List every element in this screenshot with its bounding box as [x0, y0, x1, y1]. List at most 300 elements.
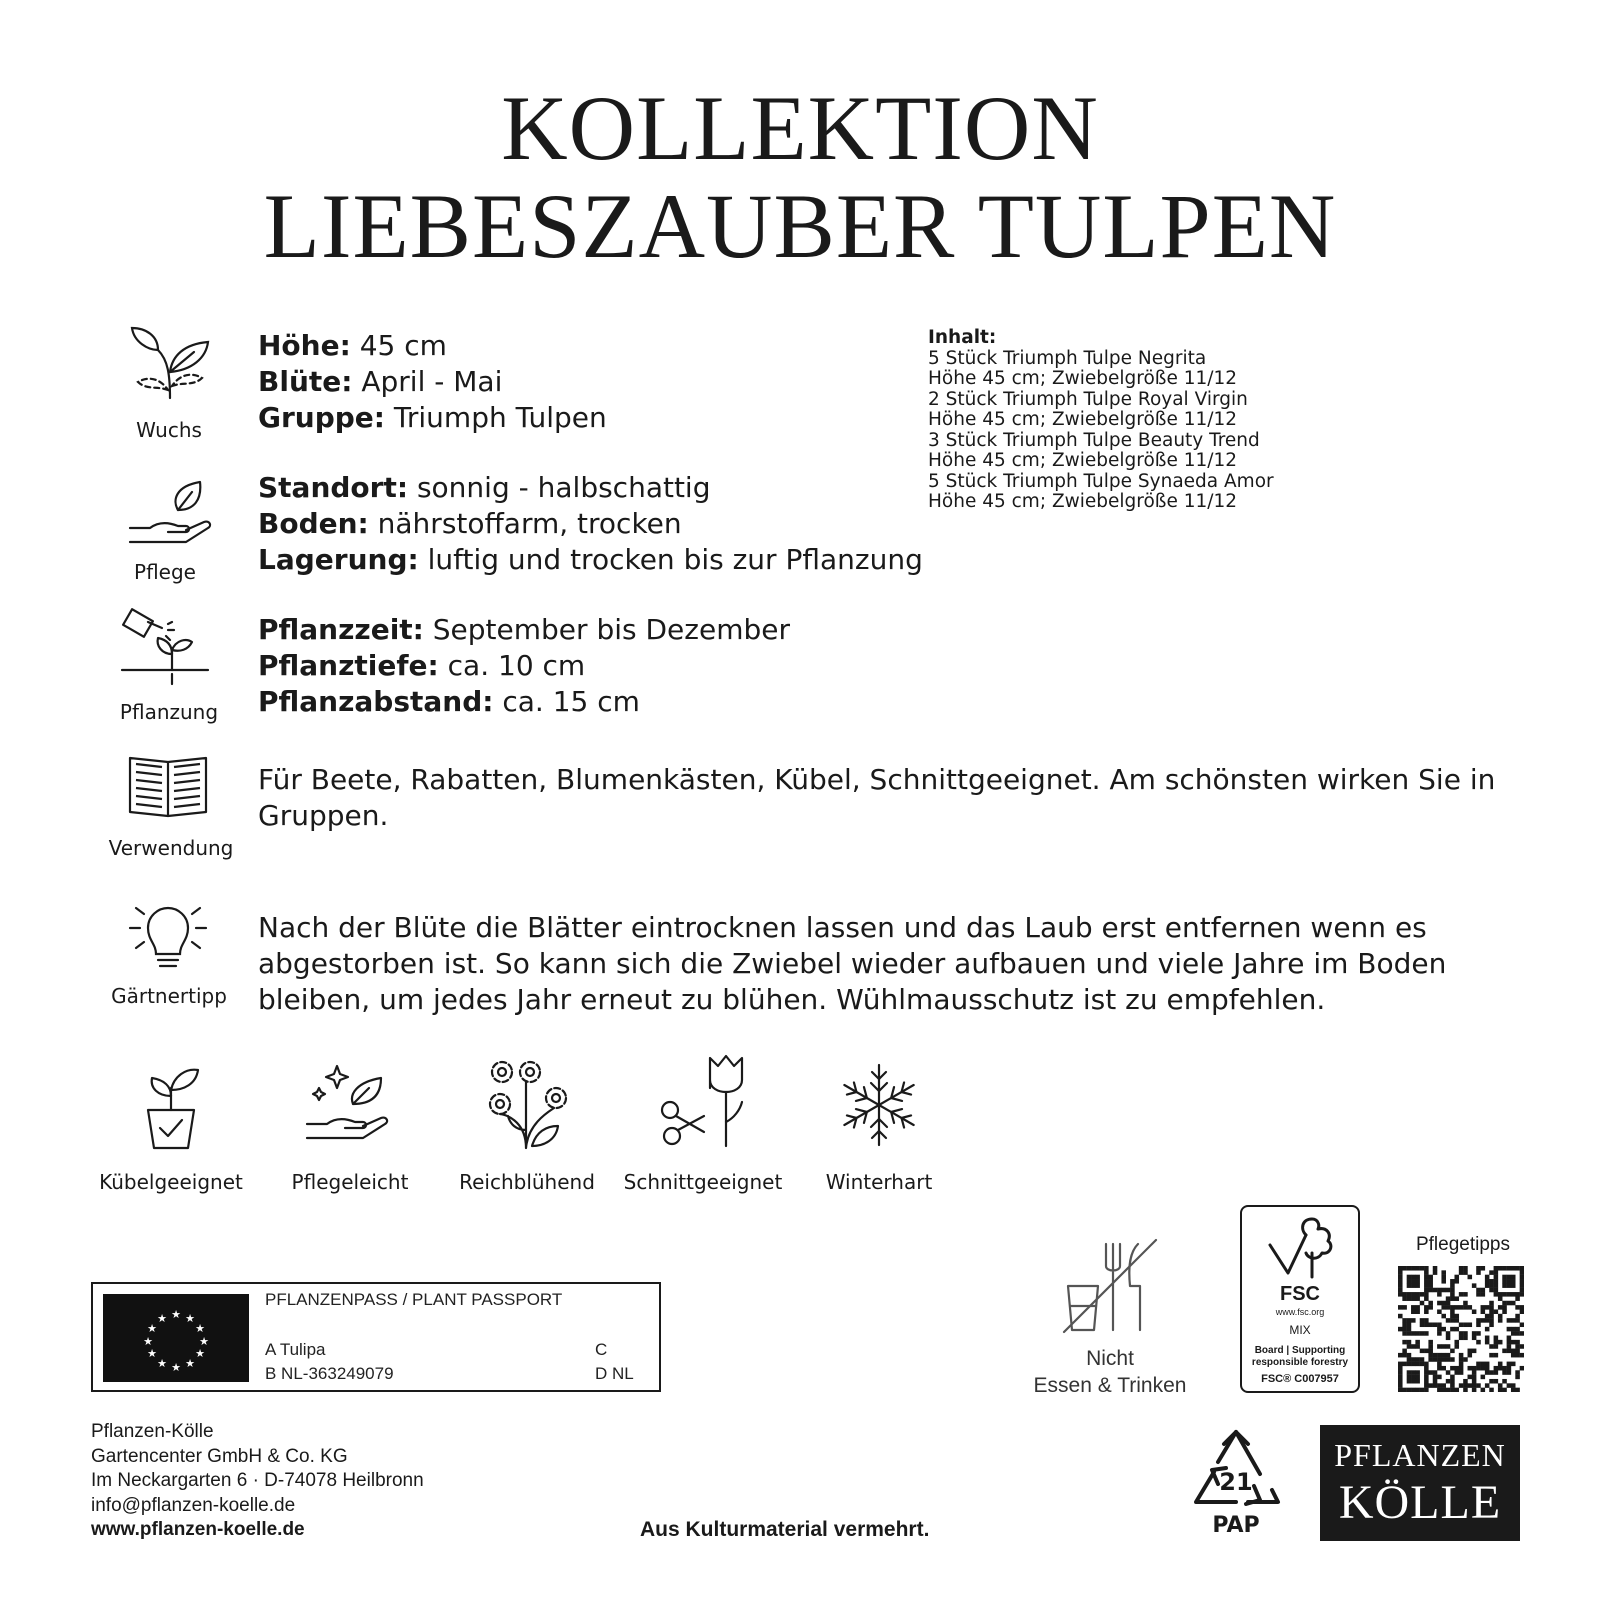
- qr-module: [1411, 1388, 1416, 1392]
- qr-module: [1511, 1275, 1516, 1280]
- svg-text:★: ★: [147, 1322, 157, 1335]
- qr-module: [1433, 1353, 1438, 1358]
- qr-module: [1515, 1388, 1520, 1392]
- qr-module: [1502, 1266, 1507, 1271]
- qr-module: [1424, 1362, 1429, 1367]
- qr-module: [1476, 1288, 1481, 1293]
- qr-module: [1476, 1383, 1481, 1388]
- qr-module: [1520, 1283, 1524, 1288]
- qr-module: [1407, 1344, 1412, 1349]
- qr-module: [1450, 1283, 1455, 1288]
- qr-module: [1515, 1331, 1520, 1336]
- qr-module: [1450, 1279, 1455, 1284]
- qr-module: [1407, 1266, 1412, 1271]
- qr-module: [1424, 1318, 1429, 1323]
- qr-module: [1489, 1370, 1494, 1375]
- qr-module: [1411, 1357, 1416, 1362]
- qr-module: [1494, 1353, 1499, 1358]
- qr-module: [1502, 1370, 1507, 1375]
- qr-module: [1407, 1375, 1412, 1380]
- qr-module: [1424, 1309, 1429, 1314]
- qr-module: [1441, 1288, 1446, 1293]
- info-row-standort: Standort: sonnig - halbschattig: [258, 471, 711, 504]
- qr-module: [1428, 1305, 1433, 1310]
- qr-module: [1507, 1344, 1512, 1349]
- qr-module: [1398, 1292, 1403, 1297]
- qr-module: [1433, 1322, 1438, 1327]
- hand-sparkle-leaf-icon: [305, 1060, 395, 1150]
- qr-module: [1420, 1301, 1425, 1306]
- qr-module: [1494, 1292, 1499, 1297]
- qr-module: [1459, 1292, 1464, 1297]
- qr-module: [1485, 1305, 1490, 1310]
- qr-module: [1468, 1305, 1473, 1310]
- qr-module: [1402, 1305, 1407, 1310]
- qr-module: [1520, 1322, 1524, 1327]
- qr-module: [1515, 1375, 1520, 1380]
- qr-module: [1411, 1331, 1416, 1336]
- qr-module: [1485, 1327, 1490, 1332]
- pflege-label: Pflege: [134, 560, 196, 584]
- qr-module: [1481, 1362, 1486, 1367]
- qr-module: [1489, 1318, 1494, 1323]
- qr-module: [1415, 1388, 1420, 1392]
- qr-module: [1507, 1318, 1512, 1323]
- qr-module: [1454, 1314, 1459, 1319]
- qr-module: [1402, 1340, 1407, 1345]
- qr-module: [1515, 1318, 1520, 1323]
- pflanzung-label: Pflanzung: [119, 700, 219, 724]
- qr-module: [1489, 1379, 1494, 1384]
- qr-module: [1450, 1309, 1455, 1314]
- qr-module: [1407, 1362, 1412, 1367]
- qr-module: [1424, 1288, 1429, 1293]
- qr-module: [1463, 1301, 1468, 1306]
- svg-text:★: ★: [195, 1322, 205, 1335]
- qr-module: [1446, 1305, 1451, 1310]
- qr-code-icon[interactable]: [1398, 1266, 1524, 1392]
- qr-module: [1463, 1322, 1468, 1327]
- qr-module: [1415, 1375, 1420, 1380]
- qr-module: [1407, 1331, 1412, 1336]
- logo-line2: KÖLLE: [1338, 1476, 1502, 1529]
- feature-label: Reichblühend: [459, 1170, 595, 1194]
- qr-module: [1424, 1292, 1429, 1297]
- svg-text:★: ★: [185, 1312, 195, 1325]
- info-row-pflanzabstand: Pflanzabstand: ca. 15 cm: [258, 685, 640, 718]
- qr-module: [1415, 1266, 1420, 1271]
- pflanzen-koelle-logo: [1320, 1425, 1520, 1541]
- qr-module: [1437, 1288, 1442, 1293]
- qr-module: [1494, 1275, 1499, 1280]
- qr-module: [1489, 1279, 1494, 1284]
- qr-module: [1507, 1283, 1512, 1288]
- qr-module: [1407, 1279, 1412, 1284]
- svg-text:★: ★: [199, 1335, 209, 1348]
- qr-module: [1446, 1331, 1451, 1336]
- qr-module: [1437, 1353, 1442, 1358]
- qr-module: [1494, 1344, 1499, 1349]
- qr-module: [1398, 1283, 1403, 1288]
- qr-module: [1502, 1305, 1507, 1310]
- qr-module: [1450, 1366, 1455, 1371]
- fsc-mix: MIX: [1289, 1323, 1311, 1337]
- qr-module: [1507, 1349, 1512, 1354]
- fsc-brand: FSC: [1280, 1283, 1320, 1305]
- qr-module: [1507, 1327, 1512, 1332]
- qr-module: [1489, 1322, 1494, 1327]
- qr-module: [1454, 1344, 1459, 1349]
- qr-module: [1411, 1283, 1416, 1288]
- light-bulb-icon: [126, 900, 210, 974]
- info-row-hoehe: Höhe: 45 cm: [258, 329, 447, 362]
- feature-label: Schnittgeeignet: [623, 1170, 783, 1194]
- qr-module: [1428, 1301, 1433, 1306]
- svg-text:★: ★: [185, 1357, 195, 1370]
- qr-module: [1398, 1327, 1403, 1332]
- qr-module: [1437, 1362, 1442, 1367]
- qr-module: [1415, 1331, 1420, 1336]
- qr-module: [1515, 1344, 1520, 1349]
- qr-module: [1411, 1375, 1416, 1380]
- qr-module: [1468, 1353, 1473, 1358]
- qr-module: [1446, 1357, 1451, 1362]
- qr-module: [1468, 1383, 1473, 1388]
- qr-module: [1468, 1375, 1473, 1380]
- qr-module: [1494, 1336, 1499, 1341]
- qr-module: [1489, 1283, 1494, 1288]
- feature-label: Kübelgeeignet: [99, 1170, 243, 1194]
- qr-module: [1420, 1322, 1425, 1327]
- info-row-bluete: Blüte: April - Mai: [258, 365, 503, 398]
- eu-flag-icon: [103, 1294, 249, 1382]
- qr-module: [1424, 1383, 1429, 1388]
- qr-module: [1415, 1279, 1420, 1284]
- qr-module: [1511, 1266, 1516, 1271]
- qr-module: [1428, 1353, 1433, 1358]
- qr-module: [1420, 1357, 1425, 1362]
- qr-module: [1407, 1379, 1412, 1384]
- qr-module: [1433, 1375, 1438, 1380]
- qr-module: [1507, 1292, 1512, 1297]
- qr-module: [1437, 1357, 1442, 1362]
- qr-module: [1472, 1366, 1477, 1371]
- qr-module: [1411, 1275, 1416, 1280]
- qr-module: [1437, 1322, 1442, 1327]
- qr-module: [1398, 1353, 1403, 1358]
- qr-module: [1515, 1327, 1520, 1332]
- not-edible-line2: Essen & Trinken: [1033, 1374, 1187, 1397]
- qr-module: [1498, 1388, 1503, 1392]
- qr-module: [1420, 1318, 1425, 1323]
- tipp-label: Gärtnertipp: [111, 984, 227, 1008]
- qr-module: [1407, 1275, 1412, 1280]
- qr-module: [1485, 1279, 1490, 1284]
- qr-module: [1481, 1292, 1486, 1297]
- qr-module: [1468, 1349, 1473, 1354]
- qr-module: [1520, 1305, 1524, 1310]
- contents-line: 5 Stück Triumph Tulpe Synaeda Amor: [928, 470, 1274, 492]
- qr-module: [1424, 1375, 1429, 1380]
- qr-module: [1459, 1305, 1464, 1310]
- qr-module: [1472, 1309, 1477, 1314]
- qr-module: [1441, 1344, 1446, 1349]
- qr-module: [1441, 1357, 1446, 1362]
- qr-module: [1494, 1270, 1499, 1275]
- qr-module: [1489, 1353, 1494, 1358]
- qr-module: [1511, 1349, 1516, 1354]
- hand-leaf-icon: [128, 478, 214, 548]
- qr-module: [1472, 1375, 1477, 1380]
- contents-line: Höhe 45 cm; Zwiebelgröße 11/12: [928, 368, 1238, 389]
- qr-module: [1415, 1296, 1420, 1301]
- qr-module: [1463, 1305, 1468, 1310]
- no-food-drink-icon: [1060, 1236, 1160, 1336]
- qr-module: [1441, 1305, 1446, 1310]
- qr-module: [1398, 1388, 1403, 1392]
- qr-module: [1450, 1388, 1455, 1392]
- qr-module: [1468, 1366, 1473, 1371]
- qr-module: [1398, 1279, 1403, 1284]
- qr-module: [1398, 1366, 1403, 1371]
- qr-module: [1433, 1266, 1438, 1271]
- qr-module: [1481, 1266, 1486, 1271]
- qr-module: [1494, 1279, 1499, 1284]
- qr-module: [1494, 1283, 1499, 1288]
- qr-module: [1441, 1270, 1446, 1275]
- qr-module: [1441, 1353, 1446, 1358]
- qr-module: [1437, 1344, 1442, 1349]
- qr-module: [1450, 1288, 1455, 1293]
- qr-module: [1511, 1283, 1516, 1288]
- qr-module: [1476, 1318, 1481, 1323]
- qr-module: [1511, 1340, 1516, 1345]
- qr-module: [1476, 1266, 1481, 1271]
- qr-module: [1463, 1357, 1468, 1362]
- qr-module: [1494, 1366, 1499, 1371]
- qr-module: [1489, 1314, 1494, 1319]
- qr-module: [1420, 1266, 1425, 1271]
- qr-module: [1476, 1292, 1481, 1297]
- flower-bouquet-icon: [482, 1060, 572, 1150]
- address-email: info@pflanzen-koelle.de: [91, 1494, 296, 1516]
- svg-text:★: ★: [143, 1335, 153, 1348]
- tipp-text: Nach der Blüte die Blätter eintrocknen lassen und das Laub erst entfernen wenn es abgestorben ist. So kann sich die Zwiebel wieder aufbauen und viele Jahre im Boden bleiben, um jedes Jahr erneut zu blühen. Wühlmausschutz ist zu empfehlen.: [258, 911, 1447, 1016]
- qr-module: [1515, 1292, 1520, 1297]
- qr-module: [1481, 1388, 1486, 1392]
- watering-can-icon: [120, 604, 220, 686]
- qr-module: [1498, 1362, 1503, 1367]
- qr-module: [1507, 1275, 1512, 1280]
- contents-line: 2 Stück Triumph Tulpe Royal Virgin: [928, 388, 1248, 410]
- qr-module: [1502, 1349, 1507, 1354]
- qr-module: [1498, 1296, 1503, 1301]
- qr-module: [1446, 1353, 1451, 1358]
- snowflake-icon: [836, 1060, 922, 1150]
- qr-module: [1454, 1279, 1459, 1284]
- qr-module: [1407, 1283, 1412, 1288]
- qr-module: [1481, 1305, 1486, 1310]
- qr-module: [1515, 1349, 1520, 1354]
- qr-module: [1498, 1314, 1503, 1319]
- qr-module: [1507, 1362, 1512, 1367]
- qr-module: [1446, 1301, 1451, 1306]
- qr-module: [1424, 1388, 1429, 1392]
- qr-module: [1437, 1388, 1442, 1392]
- qr-module: [1424, 1331, 1429, 1336]
- qr-module: [1446, 1388, 1451, 1392]
- qr-module: [1472, 1331, 1477, 1336]
- qr-module: [1407, 1322, 1412, 1327]
- qr-module: [1402, 1388, 1407, 1392]
- qr-module: [1498, 1266, 1503, 1271]
- qr-module: [1468, 1275, 1473, 1280]
- qr-module: [1407, 1353, 1412, 1358]
- qr-module: [1520, 1366, 1524, 1371]
- qr-module: [1437, 1309, 1442, 1314]
- qr-module: [1402, 1362, 1407, 1367]
- title-line-1: KOLLEKTION: [501, 77, 1099, 179]
- passport-a: A Tulipa: [265, 1340, 326, 1359]
- qr-module: [1411, 1370, 1416, 1375]
- qr-module: [1515, 1266, 1520, 1271]
- address-line: Im Neckargarten 6 · D-74078 Heilbronn: [91, 1470, 424, 1491]
- pflege-info: [258, 470, 923, 578]
- qr-module: [1454, 1305, 1459, 1310]
- qr-module: [1463, 1292, 1468, 1297]
- qr-module: [1411, 1318, 1416, 1323]
- qr-module: [1428, 1288, 1433, 1293]
- qr-module: [1415, 1379, 1420, 1384]
- pflanzung-info: [258, 612, 790, 720]
- qr-module: [1489, 1270, 1494, 1275]
- qr-module: [1502, 1388, 1507, 1392]
- qr-module: [1424, 1270, 1429, 1275]
- qr-module: [1402, 1349, 1407, 1354]
- qr-module: [1450, 1375, 1455, 1380]
- qr-module: [1450, 1357, 1455, 1362]
- qr-module: [1459, 1266, 1464, 1271]
- qr-module: [1433, 1370, 1438, 1375]
- qr-module: [1511, 1383, 1516, 1388]
- qr-module: [1463, 1270, 1468, 1275]
- info-row-pflanzzeit: Pflanzzeit: September bis Dezember: [258, 613, 790, 646]
- qr-module: [1489, 1388, 1494, 1392]
- qr-module: [1441, 1314, 1446, 1319]
- qr-module: [1441, 1366, 1446, 1371]
- qr-module: [1454, 1366, 1459, 1371]
- qr-module: [1420, 1388, 1425, 1392]
- qr-module: [1507, 1383, 1512, 1388]
- contents-line: Höhe 45 cm; Zwiebelgröße 11/12: [928, 409, 1238, 430]
- qr-module: [1511, 1331, 1516, 1336]
- info-row-gruppe: Gruppe: Triumph Tulpen: [258, 401, 607, 434]
- qr-module: [1441, 1388, 1446, 1392]
- qr-module: [1437, 1366, 1442, 1371]
- qr-module: [1437, 1301, 1442, 1306]
- contents-line: Höhe 45 cm; Zwiebelgröße 11/12: [928, 450, 1238, 471]
- qr-module: [1515, 1305, 1520, 1310]
- qr-module: [1476, 1270, 1481, 1275]
- qr-module: [1476, 1362, 1481, 1367]
- qr-module: [1437, 1292, 1442, 1297]
- qr-module: [1485, 1370, 1490, 1375]
- info-row-lagerung: Lagerung: luftig und trocken bis zur Pflanzung: [258, 543, 923, 576]
- qr-module: [1494, 1379, 1499, 1384]
- qr-module: [1398, 1288, 1403, 1293]
- qr-module: [1485, 1318, 1490, 1323]
- qr-module: [1437, 1375, 1442, 1380]
- qr-module: [1398, 1275, 1403, 1280]
- qr-module: [1441, 1279, 1446, 1284]
- qr-module: [1398, 1383, 1403, 1388]
- qr-module: [1402, 1318, 1407, 1323]
- qr-module: [1507, 1336, 1512, 1341]
- not-edible-line1: Nicht: [1086, 1347, 1134, 1370]
- qr-module: [1398, 1379, 1403, 1384]
- qr-module: [1415, 1362, 1420, 1367]
- recycle-code: PAP: [1212, 1513, 1260, 1538]
- qr-module: [1441, 1327, 1446, 1332]
- passport-b: B NL-363249079: [265, 1364, 394, 1383]
- qr-module: [1511, 1388, 1516, 1392]
- qr-module: [1402, 1296, 1407, 1301]
- qr-module: [1459, 1353, 1464, 1358]
- qr-module: [1454, 1318, 1459, 1323]
- qr-module: [1502, 1301, 1507, 1306]
- contents-line: 3 Stück Triumph Tulpe Beauty Trend: [928, 429, 1260, 451]
- passport-c: C: [595, 1340, 608, 1359]
- qr-module: [1424, 1370, 1429, 1375]
- qr-module: [1520, 1344, 1524, 1349]
- qr-module: [1507, 1279, 1512, 1284]
- qr-module: [1428, 1322, 1433, 1327]
- qr-module: [1515, 1370, 1520, 1375]
- qr-module: [1494, 1340, 1499, 1345]
- qr-module: [1498, 1292, 1503, 1297]
- qr-module: [1402, 1327, 1407, 1332]
- qr-module: [1407, 1296, 1412, 1301]
- qr-module: [1472, 1388, 1477, 1392]
- qr-module: [1398, 1370, 1403, 1375]
- potted-plant-check-icon: [136, 1060, 206, 1150]
- qr-module: [1411, 1266, 1416, 1271]
- qr-module: [1485, 1336, 1490, 1341]
- qr-module: [1411, 1292, 1416, 1297]
- qr-module: [1459, 1270, 1464, 1275]
- qr-module: [1424, 1283, 1429, 1288]
- qr-module: [1450, 1296, 1455, 1301]
- qr-module: [1511, 1318, 1516, 1323]
- sprout-leaves-icon: [128, 320, 214, 400]
- qr-module: [1398, 1305, 1403, 1310]
- qr-module: [1450, 1379, 1455, 1384]
- qr-module: [1454, 1370, 1459, 1375]
- qr-module: [1481, 1375, 1486, 1380]
- qr-module: [1402, 1331, 1407, 1336]
- verwendung-label: Verwendung: [108, 836, 234, 860]
- qr-module: [1502, 1283, 1507, 1288]
- culture-note: Aus Kulturmaterial vermehrt.: [640, 1518, 930, 1541]
- qr-module: [1468, 1322, 1473, 1327]
- qr-module: [1441, 1383, 1446, 1388]
- qr-module: [1407, 1340, 1412, 1345]
- qr-module: [1411, 1362, 1416, 1367]
- info-row-pflanztiefe: Pflanztiefe: ca. 10 cm: [258, 649, 586, 682]
- qr-module: [1407, 1327, 1412, 1332]
- qr-module: [1415, 1275, 1420, 1280]
- qr-module: [1446, 1296, 1451, 1301]
